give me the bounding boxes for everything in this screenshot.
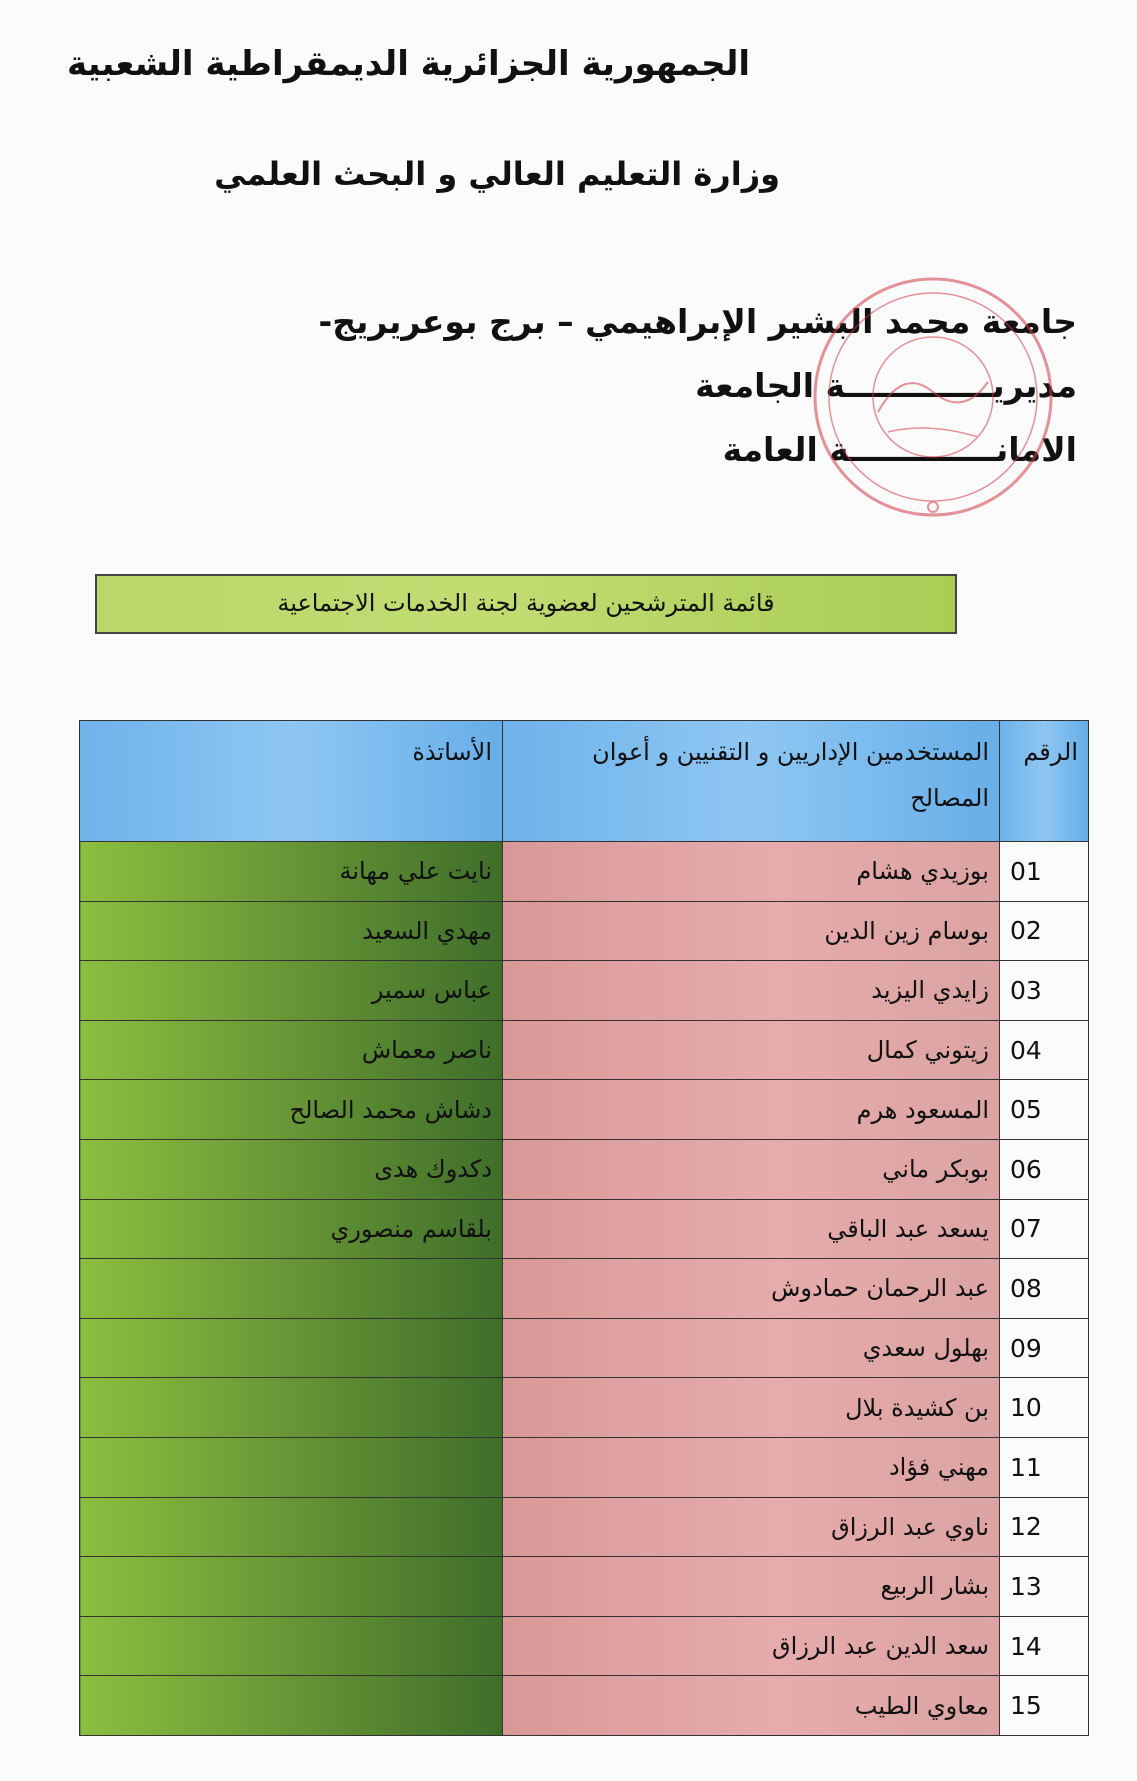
staff-name-cell: زايدي اليزيد	[503, 961, 1000, 1021]
candidates-table	[79, 720, 1089, 1736]
row-number: 02	[1000, 901, 1089, 961]
professor-name-cell	[80, 1676, 503, 1736]
professor-name-cell: مهدي السعيد	[80, 901, 503, 961]
table-row	[80, 1378, 1089, 1438]
professor-name-cell: نايت علي مهانة	[80, 842, 503, 902]
staff-name-cell: ناوي عبد الرزاق	[503, 1497, 1000, 1557]
row-number: 11	[1000, 1437, 1089, 1497]
staff-name-cell: مهني فؤاد	[503, 1437, 1000, 1497]
professor-name-cell	[80, 1378, 503, 1438]
table-row	[80, 1318, 1089, 1378]
candidates-list-title: قائمة المترشحين لعضوية لجنة الخدمات الاجتماعية	[95, 574, 957, 634]
row-number: 15	[1000, 1676, 1089, 1736]
staff-name-cell: بوسام زين الدين	[503, 901, 1000, 961]
table-row	[80, 961, 1089, 1021]
row-number: 04	[1000, 1020, 1089, 1080]
row-number: 14	[1000, 1616, 1089, 1676]
table-row	[80, 1557, 1089, 1617]
row-number: 08	[1000, 1259, 1089, 1319]
professor-name-cell	[80, 1616, 503, 1676]
row-number: 12	[1000, 1497, 1089, 1557]
header-number: الرقم	[1000, 721, 1089, 842]
table-header-row	[80, 721, 1089, 842]
row-number: 03	[1000, 961, 1089, 1021]
university-name: جامعة محمد البشير الإبراهيمي – برج بوعريريج-	[318, 302, 1077, 341]
professor-name-cell	[80, 1557, 503, 1617]
table-row	[80, 1497, 1089, 1557]
professor-name-cell: بلقاسم منصوري	[80, 1199, 503, 1259]
staff-name-cell: بوزيدي هشام	[503, 842, 1000, 902]
staff-name-cell: معاوي الطيب	[503, 1676, 1000, 1736]
row-number: 06	[1000, 1139, 1089, 1199]
table-row	[80, 1080, 1089, 1140]
ministry-heading: وزارة التعليم العالي و البحث العلمي	[214, 155, 780, 193]
staff-name-cell: عبد الرحمان حمادوش	[503, 1259, 1000, 1319]
professor-name-cell: عباس سمير	[80, 961, 503, 1021]
directorate-name: مديريـــــــــــــة الجامعة	[695, 366, 1077, 405]
table-row	[80, 1676, 1089, 1736]
row-number: 10	[1000, 1378, 1089, 1438]
table-row	[80, 1437, 1089, 1497]
institution-block	[318, 290, 1077, 482]
secretariat-name: الامانـــــــــــــة العامة	[722, 430, 1077, 469]
row-number: 01	[1000, 842, 1089, 902]
professor-name-cell	[80, 1318, 503, 1378]
header-professors: الأساتذة	[80, 721, 503, 842]
table-row	[80, 1020, 1089, 1080]
row-number: 09	[1000, 1318, 1089, 1378]
staff-name-cell: بن كشيدة بلال	[503, 1378, 1000, 1438]
republic-heading: الجمهورية الجزائرية الديمقراطية الشعبية	[67, 44, 750, 84]
professor-name-cell	[80, 1497, 503, 1557]
table-row	[80, 842, 1089, 902]
staff-name-cell: سعد الدين عبد الرزاق	[503, 1616, 1000, 1676]
professor-name-cell: دكدوك هدى	[80, 1139, 503, 1199]
table-row	[80, 1139, 1089, 1199]
professor-name-cell: ناصر معماش	[80, 1020, 503, 1080]
professor-name-cell: دشاش محمد الصالح	[80, 1080, 503, 1140]
staff-name-cell: المسعود هرم	[503, 1080, 1000, 1140]
table-row	[80, 1616, 1089, 1676]
table-row	[80, 1259, 1089, 1319]
header-staff: المستخدمين الإداريين و التقنيين و أعوان المصالح	[503, 721, 1000, 842]
staff-name-cell: يسعد عبد الباقي	[503, 1199, 1000, 1259]
table-row	[80, 901, 1089, 961]
staff-name-cell: زيتوني كمال	[503, 1020, 1000, 1080]
professor-name-cell	[80, 1437, 503, 1497]
row-number: 07	[1000, 1199, 1089, 1259]
row-number: 05	[1000, 1080, 1089, 1140]
table-row	[80, 1199, 1089, 1259]
staff-name-cell: بشار الربيع	[503, 1557, 1000, 1617]
row-number: 13	[1000, 1557, 1089, 1617]
staff-name-cell: بهلول سعدي	[503, 1318, 1000, 1378]
professor-name-cell	[80, 1259, 503, 1319]
staff-name-cell: بوبكر ماني	[503, 1139, 1000, 1199]
